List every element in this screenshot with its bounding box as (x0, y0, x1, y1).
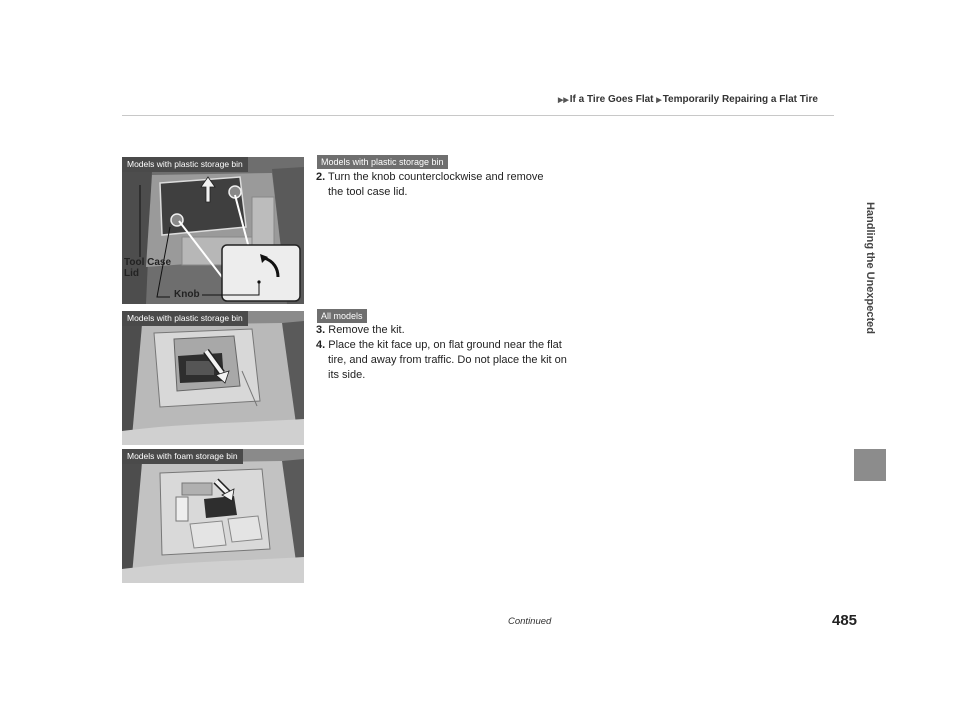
breadcrumb-arrow-icon: ▶ (656, 97, 662, 104)
figure-badge: Models with foam storage bin (122, 449, 243, 464)
trunk-illustration (122, 449, 304, 583)
model-tag: All models (317, 309, 367, 323)
breadcrumb-page[interactable]: Temporarily Repairing a Flat Tire (662, 94, 818, 105)
step-item (316, 323, 578, 338)
figure-remove-kit-foam (122, 449, 304, 583)
step-number: 2. (316, 171, 326, 183)
model-tag: Models with plastic storage bin (317, 155, 448, 169)
figure-badge: Models with plastic storage bin (122, 311, 248, 326)
figure-badge: Models with plastic storage bin (122, 157, 248, 172)
page-number: 485 (832, 612, 858, 629)
trunk-illustration (122, 311, 304, 445)
figure-tool-case-lid (122, 157, 304, 304)
section-tab-marker (854, 449, 886, 481)
header-rule (122, 115, 834, 116)
step-number: 4. (316, 339, 326, 351)
breadcrumb-arrow-icon: ▶▶ (558, 97, 569, 104)
breadcrumb-section[interactable]: If a Tire Goes Flat (569, 94, 654, 105)
breadcrumb (558, 94, 818, 105)
step-text: Remove the kit. (328, 324, 405, 336)
step-text: Turn the knob counterclockwise and remove the tool case lid. (328, 171, 544, 198)
trunk-illustration (122, 157, 304, 304)
step-text: Place the kit face up, on flat ground near the flat tire, and away from traffic. Do not place the kit on its side. (328, 339, 567, 381)
step-number: 3. (316, 324, 326, 336)
step-item (316, 338, 578, 383)
tool-case-lid-label: Tool Case Lid (124, 257, 172, 279)
figure-remove-kit-plastic (122, 311, 304, 445)
knob-label: Knob (174, 289, 200, 300)
step-item (316, 170, 556, 200)
section-side-label: Handling the Unexpected (864, 201, 876, 335)
continued-label: Continued (508, 616, 552, 627)
